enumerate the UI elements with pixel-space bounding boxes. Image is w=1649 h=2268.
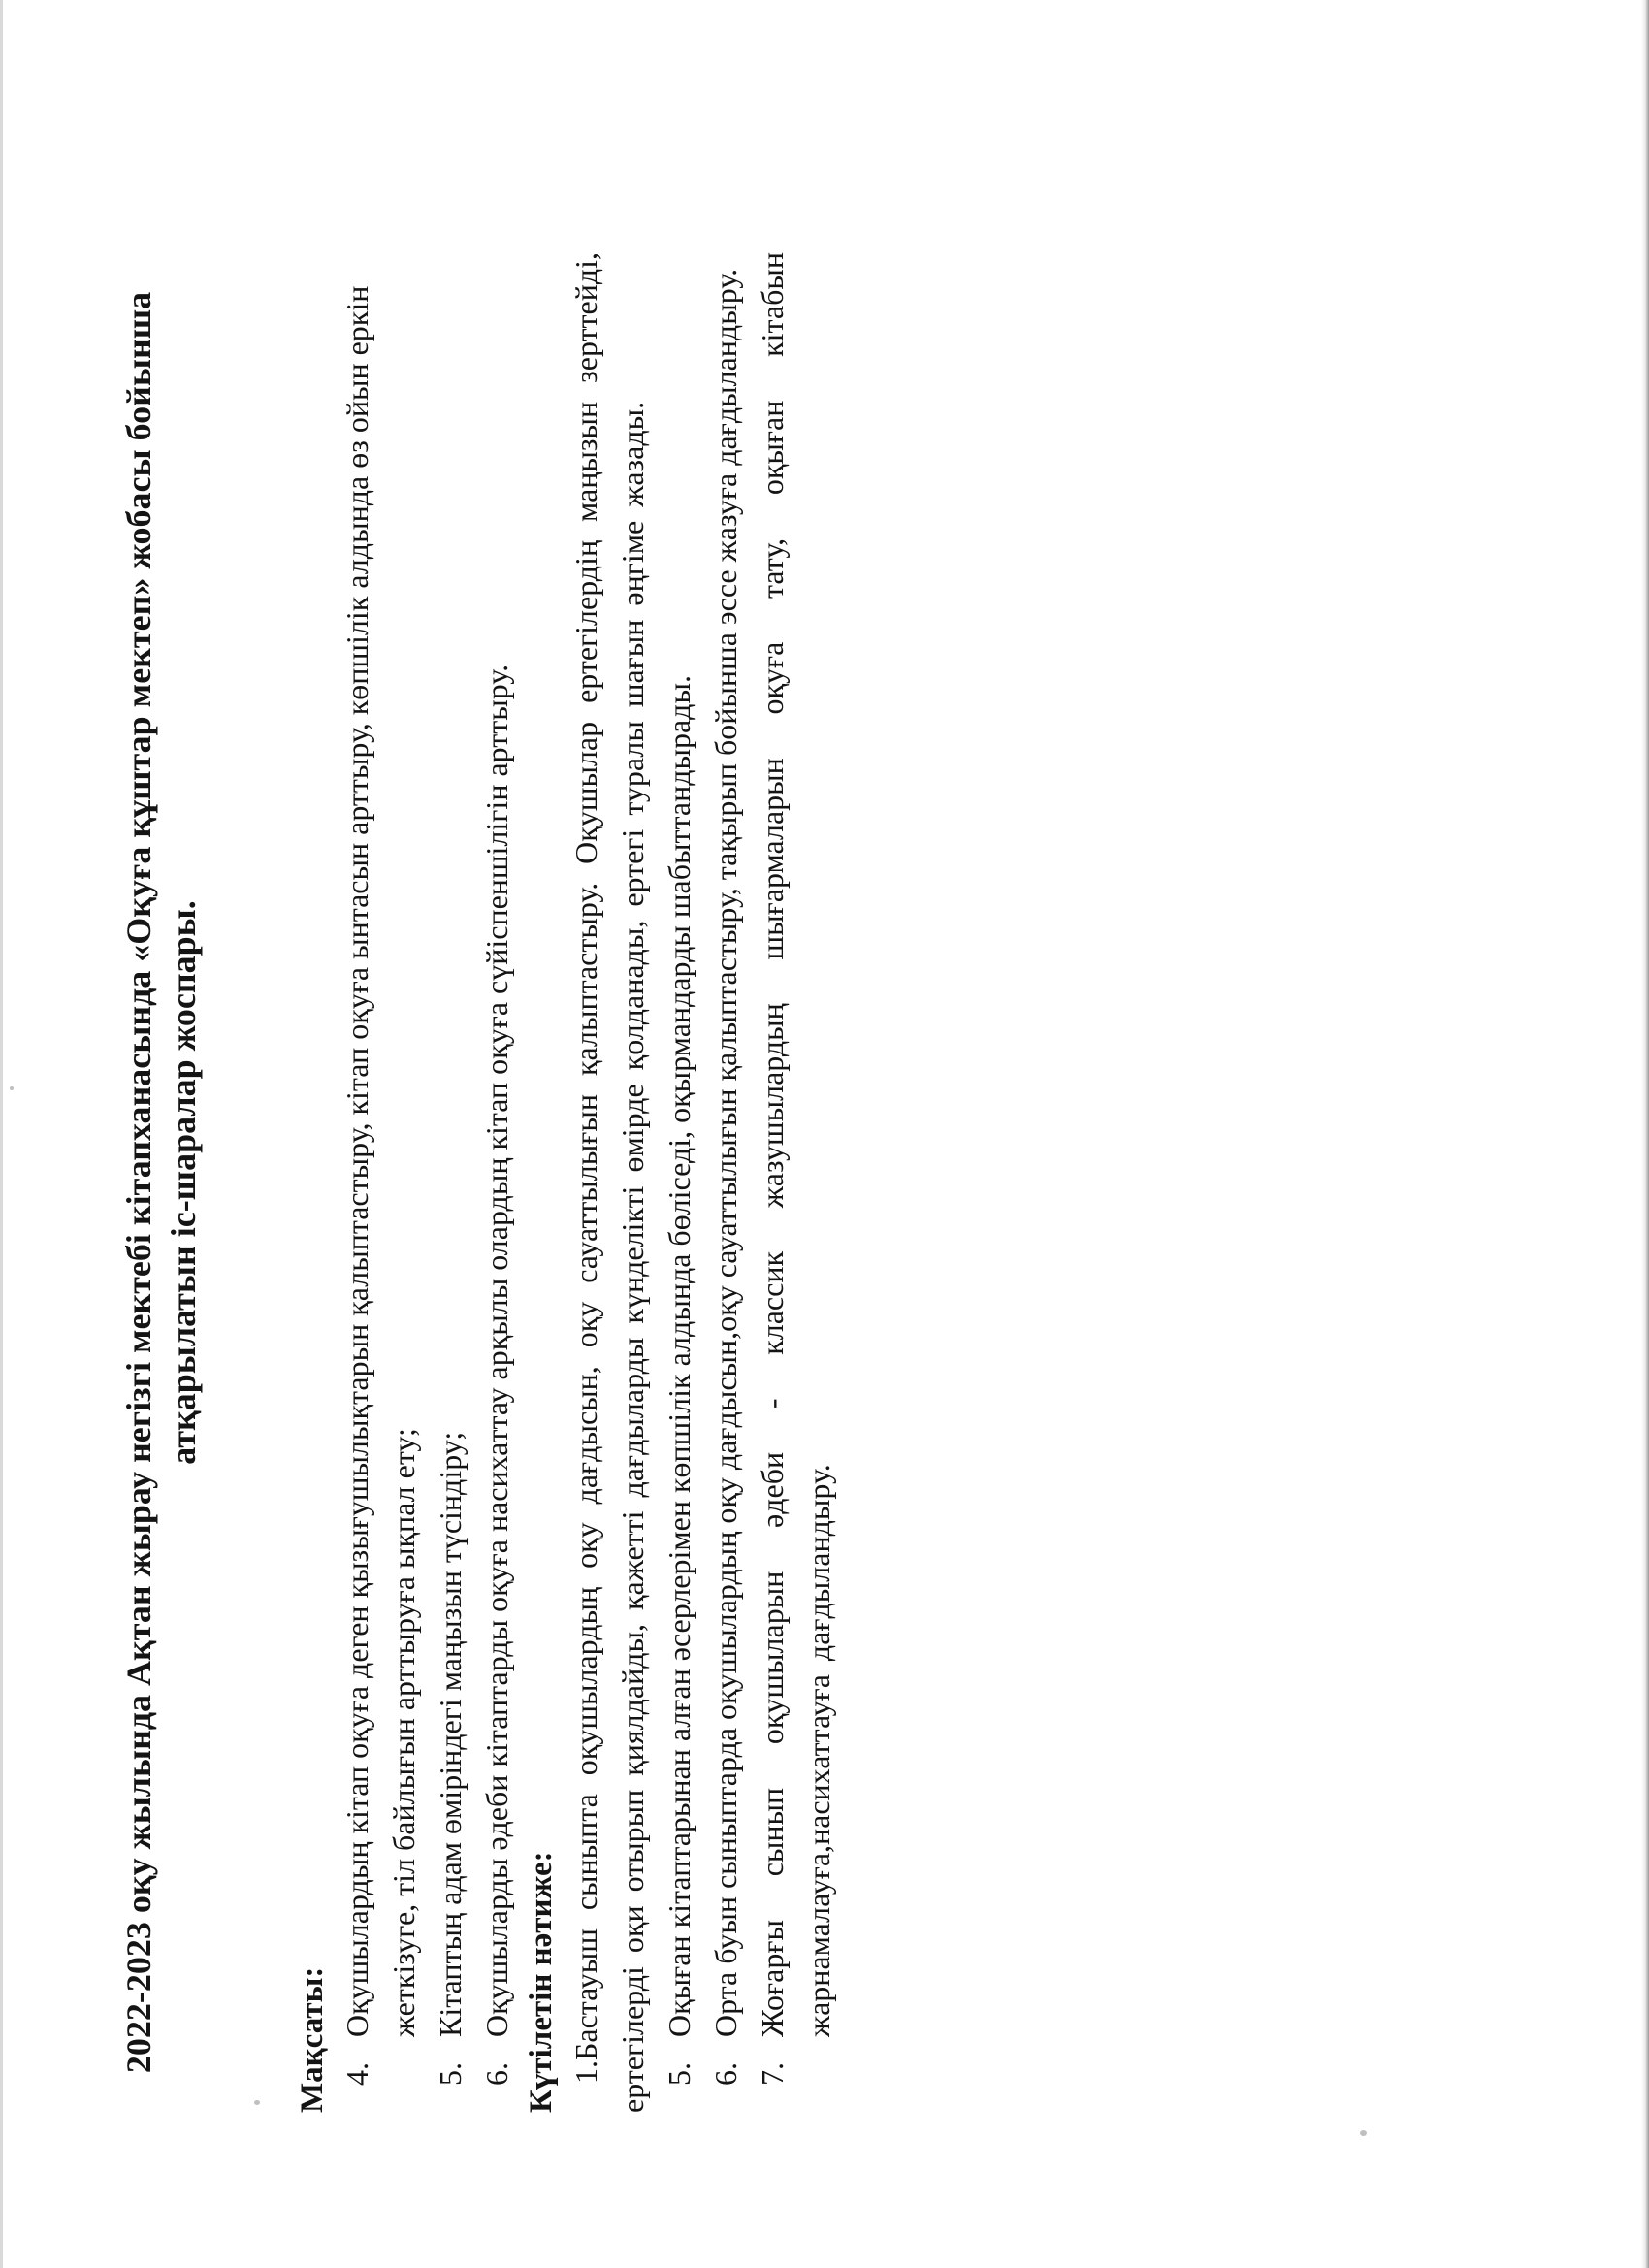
document-title-line2: атқарылатын іс-шаралар жоспары. (164, 900, 203, 1465)
result-number: 6. (708, 2062, 743, 2086)
goal-item (334, 252, 427, 2086)
goal-item (427, 252, 473, 2086)
goals-list (334, 252, 520, 2113)
goal-text: Оқушыларды әдеби кітаптарды оқуға насихаттау арқылы олардың кітап оқуға сүйіспеншілігін арттыру. (479, 664, 514, 2037)
document-title-line1: 2022-2023 оқу жылында Ақтан жырау негізгі мектебі кітапханасында «Оқуға құштар мектеп» жобасы бойынша (119, 291, 158, 2074)
result-item (656, 252, 702, 2086)
results-heading: Күтілетін нәтиже: (524, 1851, 559, 2113)
goal-text: Кітаптың адам өміріндегі маңызын түсіндіру; (433, 1431, 468, 2037)
result-number: 7. (755, 2062, 790, 2086)
goal-number: 6. (479, 2062, 514, 2086)
goal-number: 4. (340, 2062, 374, 2086)
document-title (116, 252, 206, 2113)
result-text: Жоғарғы сынып оқушыларын әдеби - классик жазушылардың шығармаларын оқуға тату, оқыған кітабын жарнамалауға,насихаттауға дағдыландыру. (755, 252, 836, 2037)
goal-item (473, 252, 520, 2086)
goals-heading: Мақсаты: (295, 1966, 330, 2113)
result-item (749, 252, 842, 2086)
results-intro-paragraph: 1.Бастауыш сыныпта оқушылардың оқу дағдысын, оқу сауаттылығын қалыптастыру. Оқушылар ертегілердің маңызын зерттейді, ертегілерді оқи отырып қиялдайды, қажетті дағдыларды күнделікті өмірде қолданады, ертегі туралы шағын әңгіме жазады. (568, 252, 650, 2113)
goal-text: Оқушылардың кітап оқуға деген қызығушылықтарын қалыптастыру, кітап оқуға ынтасын арттыру, көпшілік алдында өз ойын еркін жеткізуге, тіл байлығын арттыруға ықпал ету; (340, 285, 421, 2037)
result-text: Орта буын сыныптарда оқушылардың оқу дағдысын,оқу сауаттылығын қалыптастыру, тақырып бойынша эссе жазуға дағдыландыру. (708, 268, 743, 2037)
result-item (702, 252, 749, 2086)
goal-number: 5. (433, 2062, 468, 2086)
results-list (656, 252, 842, 2113)
result-text: Оқыған кітаптарынан алған әсерлерімен көпшілік алдында бөліседі, оқырмандарды шабыттандырады. (662, 675, 696, 2037)
result-number: 5. (662, 2062, 696, 2086)
